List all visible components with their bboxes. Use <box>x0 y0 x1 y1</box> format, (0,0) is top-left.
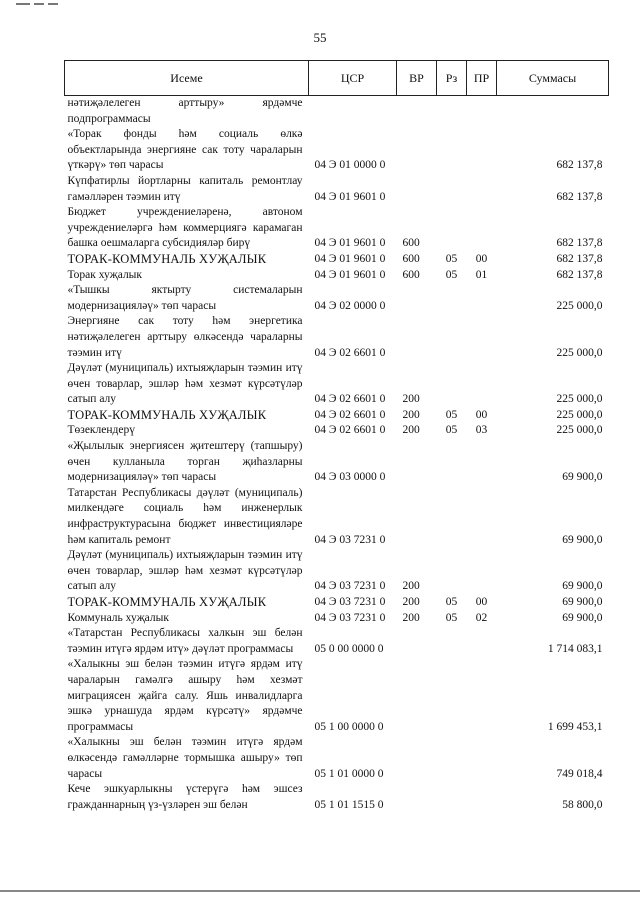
cell-name: «Җылылык энергиясен җитештерү (тапшыру) өчен кулланыла торган җиһазларны модернизацияләү» төп чарасы <box>67 440 303 484</box>
cell-csr: 04 Э 02 0000 0 <box>314 299 386 312</box>
cell-rz: 05 <box>445 252 458 265</box>
budget-table <box>64 60 609 813</box>
cell-vr <box>397 283 437 314</box>
cell-rz <box>437 548 467 595</box>
cell-csr: 04 Э 02 6601 0 <box>314 393 386 406</box>
cell-pr <box>467 314 497 361</box>
cell-pr <box>467 96 497 128</box>
table-row <box>65 782 609 813</box>
cell-vr <box>397 735 437 782</box>
cell-sum: 225 000,0 <box>556 346 603 359</box>
table-row <box>65 595 609 611</box>
cell-pr: 01 <box>475 268 488 281</box>
cell-vr <box>397 439 437 486</box>
header-pr: ПР <box>467 61 497 96</box>
cell-name: Күпфатирлы йортларны капиталь ремонтлау гамәлләрен тәэмин итү <box>67 174 303 203</box>
cell-rz: 05 <box>445 596 458 608</box>
cell-sum: 225 000,0 <box>556 424 603 437</box>
cell-sum: 225 000,0 <box>556 408 603 421</box>
cell-pr <box>467 735 497 782</box>
cell-csr: 04 Э 01 9601 0 <box>314 252 386 265</box>
cell-pr <box>467 782 497 813</box>
table-row <box>65 408 609 424</box>
cell-csr: 05 1 01 1515 0 <box>314 798 384 811</box>
cell-csr: 05 1 00 0000 0 <box>314 720 384 733</box>
table-row <box>65 127 609 174</box>
cell-csr: 04 Э 01 9601 0 <box>314 190 386 203</box>
cell-vr: 200 <box>402 596 420 608</box>
cell-csr: 05 1 01 0000 0 <box>314 767 384 780</box>
table-body <box>65 96 609 814</box>
cell-vr <box>397 626 437 657</box>
cell-rz <box>437 439 467 486</box>
table-row <box>65 96 609 128</box>
cell-sum: 682 137,8 <box>556 268 603 281</box>
table-row <box>65 423 609 439</box>
cell-csr: 04 Э 03 7231 0 <box>314 611 386 624</box>
cell-sum: 1 714 083,1 <box>547 642 603 655</box>
cell-sum: 69 900,0 <box>562 580 603 593</box>
cell-pr <box>467 127 497 174</box>
cell-rz: 05 <box>445 408 458 421</box>
table-row <box>65 283 609 314</box>
cell-sum: 69 900,0 <box>562 611 603 624</box>
cell-rz: 05 <box>445 268 458 281</box>
cell-sum: 58 800,0 <box>562 798 603 811</box>
cell-vr <box>397 127 437 174</box>
cell-vr <box>397 96 437 128</box>
cell-vr <box>397 314 437 361</box>
table-row <box>65 314 609 361</box>
cell-csr: 04 Э 03 7231 0 <box>314 596 386 608</box>
cell-pr <box>467 205 497 252</box>
cell-vr <box>397 486 437 548</box>
cell-name: Кече эшкуарлыкны үстерүгә һәм эшсез гражданнарның үз-үзләрен эш белән <box>67 783 303 811</box>
cell-pr <box>467 657 497 735</box>
cell-pr <box>467 486 497 548</box>
cell-csr: 05 0 00 0000 0 <box>314 642 384 655</box>
cell-vr <box>397 657 437 735</box>
cell-vr: 600 <box>402 268 420 281</box>
cell-csr: 04 Э 01 9601 0 <box>314 268 386 281</box>
table-row <box>65 361 609 408</box>
cell-sum: 682 137,8 <box>556 190 603 203</box>
cell-rz <box>437 361 467 408</box>
cell-sum: 225 000,0 <box>556 393 603 406</box>
cell-rz <box>437 626 467 657</box>
cell-name: Энергияне сак тоту һәм энергетика нәтиҗәлелеген арттыру өлкәсендә чараларны тәэмин итү <box>67 315 303 359</box>
cell-sum: 682 137,8 <box>556 237 603 250</box>
cell-sum: 682 137,8 <box>556 159 603 172</box>
cell-csr: 04 Э 02 6601 0 <box>314 424 386 437</box>
cell-vr <box>397 782 437 813</box>
cell-rz <box>437 314 467 361</box>
table-row <box>65 486 609 548</box>
cell-name: Дәүләт (муниципаль) ихтыяҗларын тәэмин итү өчен товарлар, эшләр һәм хезмәт күрсәтүләр сатып алу <box>67 362 303 406</box>
cell-name: ТОРАК-КОММУНАЛЬ ХУҖАЛЫК <box>67 251 267 266</box>
cell-pr: 00 <box>475 252 488 265</box>
cell-sum: 1 699 453,1 <box>547 720 603 733</box>
cell-name: Дәүләт (муниципаль) ихтыяҗларын тәэмин итү өчен товарлар, эшләр һәм хезмәт күрсәтүләр сатып алу <box>67 549 303 593</box>
scan-mark <box>16 3 30 5</box>
cell-vr: 600 <box>402 237 420 250</box>
header-sum: Суммасы <box>497 61 609 96</box>
cell-csr: 04 Э 03 0000 0 <box>314 471 386 484</box>
cell-name: Коммуналь хуҗалык <box>67 611 169 624</box>
cell-rz <box>437 657 467 735</box>
cell-rz <box>437 486 467 548</box>
header-vr: ВР <box>397 61 437 96</box>
cell-pr <box>467 361 497 408</box>
cell-vr: 200 <box>402 408 420 421</box>
page-number: 55 <box>313 30 327 45</box>
cell-sum: 69 900,0 <box>562 471 603 484</box>
cell-vr: 200 <box>402 611 420 624</box>
scan-mark <box>48 3 58 5</box>
cell-pr: 00 <box>475 408 488 421</box>
cell-rz <box>437 96 467 128</box>
table-row <box>65 252 609 268</box>
cell-csr: 04 Э 01 9601 0 <box>314 237 386 250</box>
cell-pr: 03 <box>475 424 488 437</box>
cell-name: «Татарстан Республикасы халкын эш белән тәэмин итүгә ярдәм итү» дәүләт программасы <box>67 627 303 655</box>
header-csr: ЦСР <box>309 61 397 96</box>
cell-name: Торак хуҗалык <box>67 268 142 281</box>
table-row <box>65 548 609 595</box>
cell-name: ТОРАК-КОММУНАЛЬ ХУҖАЛЫК <box>67 595 267 609</box>
cell-name: «Халыкны эш белән тәэмин итүгә ярдәм өлкәсендә гамәлләрне тормышка ашыру» төп чарасы <box>67 736 303 780</box>
cell-pr <box>467 548 497 595</box>
cell-pr: 00 <box>475 596 488 608</box>
cell-pr <box>467 283 497 314</box>
cell-rz: 05 <box>445 424 458 437</box>
cell-rz <box>437 127 467 174</box>
table-row <box>65 174 609 205</box>
table-header <box>65 61 609 96</box>
header-name: Исеме <box>65 61 309 96</box>
cell-rz <box>437 735 467 782</box>
cell-sum: 69 900,0 <box>562 596 603 608</box>
cell-rz: 05 <box>445 611 458 624</box>
table-row <box>65 268 609 284</box>
cell-csr <box>309 96 397 128</box>
cell-csr: 04 Э 03 7231 0 <box>314 580 386 593</box>
cell-name: «Тышкы яктырту системаларын модернизацияләү» төп чарасы <box>67 284 303 312</box>
cell-sum: 69 900,0 <box>562 533 603 546</box>
cell-name: Татарстан Республикасы дәүләт (муниципаль) милкендәге социаль һәм инженерлык инфраструктурасына бюджет инвестицияләре һәм капиталь ремонт <box>67 486 303 546</box>
cell-vr: 200 <box>402 393 420 406</box>
cell-rz <box>437 174 467 205</box>
table-row <box>65 439 609 486</box>
cell-rz <box>437 782 467 813</box>
scan-mark <box>34 3 44 5</box>
cell-rz <box>437 283 467 314</box>
cell-csr: 04 Э 01 0000 0 <box>314 159 386 172</box>
cell-pr <box>467 626 497 657</box>
cell-name: ТОРАК-КОММУНАЛЬ ХУҖАЛЫК <box>67 407 267 422</box>
cell-vr: 200 <box>402 580 420 593</box>
cell-name: «Халыкны эш белән тәэмин итүгә ярдәм итү чараларын гамәлгә ашыру һәм хезмәт миграциясен җайга салу. Яшь инвалидларга эшкә урнашуда ярдәм күрсәтү» ярдәмче программасы <box>67 658 303 733</box>
cell-name: Төзеклендерү <box>67 424 135 437</box>
page-bottom-rule <box>0 890 640 892</box>
cell-sum: 682 137,8 <box>556 252 603 265</box>
cell-csr: 04 Э 02 6601 0 <box>314 408 386 421</box>
header-rz: Рз <box>437 61 467 96</box>
table-row <box>65 626 609 657</box>
cell-vr: 600 <box>402 252 420 265</box>
cell-pr: 02 <box>475 611 488 624</box>
cell-sum: 749 018,4 <box>556 767 603 780</box>
cell-name: «Торак фонды һәм социаль өлкә объектларында энергияне сак тоту чараларын үткәрү» төп чарасы <box>67 128 303 172</box>
cell-name: нәтиҗәлелеген арттыру» ярдәмче подпрограммасы <box>67 97 303 125</box>
cell-vr <box>397 174 437 205</box>
cell-rz <box>437 205 467 252</box>
cell-vr: 200 <box>402 424 420 437</box>
cell-pr <box>467 439 497 486</box>
cell-csr: 04 Э 03 7231 0 <box>314 533 386 546</box>
cell-csr: 04 Э 02 6601 0 <box>314 346 386 359</box>
cell-sum: 225 000,0 <box>556 299 603 312</box>
table-row <box>65 735 609 782</box>
table-row <box>65 657 609 735</box>
table-row <box>65 205 609 252</box>
cell-name: Бюджет учреждениеләренә, автоном учреждениеләргә һәм коммерциягә карамаган башка оешмаларга субсидияләр бирү <box>67 206 303 250</box>
cell-sum <box>497 96 609 128</box>
table-row <box>65 611 609 627</box>
cell-pr <box>467 174 497 205</box>
